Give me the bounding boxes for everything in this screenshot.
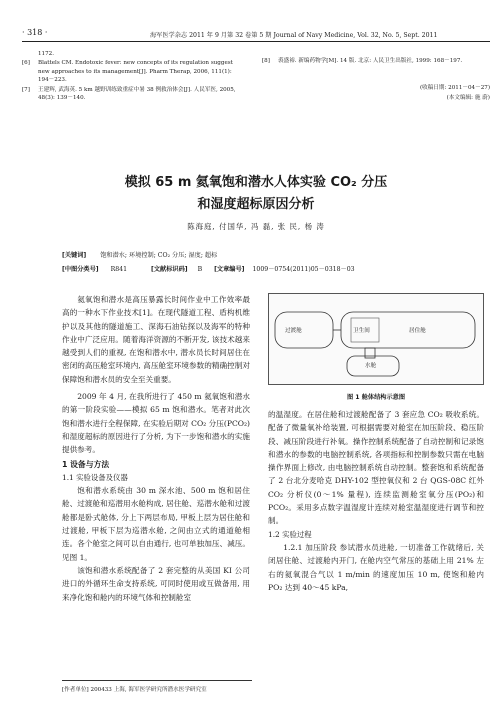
received-date: (收稿日期: 2011－04－27) [419,85,490,91]
transition-chamber-shape [275,312,333,348]
clc-value: R841 [110,266,128,273]
left-column [62,293,250,604]
figure-1-diagram [268,293,484,385]
trunk-chamber-shape [365,348,375,358]
reference-item: [7] 王建辉, 武海英. 5 km 越野训练致重症中暑 38 例救治体会[J]. 人民军医, 2005, 48(3): 139－140. [22,86,236,102]
chamber-structure-drawing [269,294,483,384]
doc-code-label: [文献标识码] [151,266,188,273]
intro-paragraph: 2009 年 4 月, 在我所进行了 450 m 氦氧饱和潜水的第一阶段实验——模拟 65 m 饱和潜水。笔者对此次饱和潜水进行全程保障, 在实验后期对 CO₂ 分压(PCO₂)和湿度超标的原因进行了分析, 为下一步饱和潜水的实施提供参考。 [62,392,250,455]
keywords-value: 饱和潜水; 环境控制; CO₂ 分压; 湿度; 超标 [100,252,218,259]
keywords-line [62,250,482,262]
right-column [268,408,484,594]
section-heading: 1 设备与方法 [62,459,110,469]
author-affiliation: [作者单位] 200433 上海, 海军医学研究所潜水医学研究室 [62,687,207,693]
journal-header: 海军医学杂志 2011 年 9 月第 32 卷第 5 期 Journal of Navy Medicine, Vol. 32, No. 5, Sept. 2011 [150,32,438,39]
article-no-label: [文章编号] [214,266,245,273]
article-no-value: 1009－0754(2011)05－0318－03 [252,266,355,273]
subsection-heading: 1.1 实验设备及仪器 [62,472,128,482]
body-paragraph: 饱和潜水系统由 30 m 深水池、500 m 饱和居住舱、过渡舱和巡潜用水舱构成, 居住舱、巡潜水舱和过渡舱都是卧式舱体, 分上下两层布局, 甲板上层为居住舱和过渡舱, 甲板下层为巡潜水舱, 之间由立式的通道舱相连。各个舱室之间可以自由通行, 也可单独加压、减压。见图 1。 [62,486,250,562]
article-title-line2: 和湿度超标原因分析 [197,197,315,212]
clc-label: [中图分类号] [62,266,99,273]
label-water-chamber: 水舱 [365,363,377,369]
body-paragraph: 该饱和潜水系统配备了 2 套完整的从美国 KI 公司进口的外循环生命支持系统, 可同时使用或互做备用, 用来净化饱和舱内的环境气体和控制舱室 [62,565,250,602]
reference-item: [8] 裘盛裕. 新编药物学[M]. 14 版. 北京: 人民卫生出版社, 1999: 168－197. [262,58,463,64]
editor-note: (本文编辑: 施 蔚) [446,95,490,101]
page-number: · 318 · [22,28,48,37]
footnote-rule [62,680,252,681]
references-left [22,50,244,102]
reference-item: 1172. [38,51,55,57]
doc-code-value: B [197,266,203,273]
intro-paragraph: 氦氧饱和潜水是高压暴露长时间作业中工作效率最高的一种水下作业技术[1]。在现代隧道工程、盾构机维护以及其他的隧道施工、深海石油钻探以及海军的特种作业中广泛应用。随着海洋资源的不断开发, 该技术越来越受到人们的重视, 在饱和潜水中, 潜水员长时间居住在密闭的高压舱室环境内, 高压舱室环境参数的精确控制对保障饱和潜水员的安全至关重要。 [62,295,250,384]
body-paragraph: 的温湿度。在居住舱和过渡舱配备了 3 套应急 CO₂ 吸收系统。配备了微量氧补给装置, 可根据需要对舱室在加压阶段、稳压阶段、减压阶段进行补氧。操作控制系统配备了自动控制和记录饱和潜水的参数的电脑控制系统, 各项指标和控制参数只需在电脑操作界面上修改, 由电脑控制系统自动控制。整套饱和系统配备了 2 台北分麦哈克 DHY-102 型控氧仪和 2 台 QGS-08C 红外 CO₂ 分析仪(0～1% 量程), 连续监测舱室氧分压(PO₂)和 PCO₂。采用多点数字温湿度计连续对舱室温湿度进行调节和控制。 [268,410,484,526]
header-rule [22,41,490,42]
label-transition-chamber: 过渡舱 [285,328,302,334]
keywords-label: [关键词] [62,252,87,259]
reference-item: [6] Blattels CM. Endotoxic fever: new concepts of its regulation suggest new approaches to its management[J]. Pharm Therap, 2006, 111(1): 194－223. [22,60,233,84]
classification-line [62,264,492,276]
references-right [262,57,490,65]
subsection-heading: 1.2 实验过程 [268,529,312,539]
label-living-chamber: 居住舱 [409,328,426,334]
label-toilet: 卫生间 [353,328,370,334]
article-title-line1: 模拟 65 m 氦氧饱和潜水人体实验 CO₂ 分压 [124,175,388,190]
authors: 陈海庭, 付国华, 冯 磊, 张 民, 杨 涛 [187,222,325,231]
figure-caption: 图 1 舱体结构示意图 [346,394,406,401]
body-paragraph: 1.2.1 加压阶段 参试潜水员进舱, 一切准备工作就绪后, 关闭居住舱、过渡舱内开门, 在舱内空气常压的基础上用 21% 左右的氦氧混合气以 1 m/min 的速度加压 10 m, 使饱和舱内 PO₂ 达到 40～45 kPa, [268,542,484,592]
